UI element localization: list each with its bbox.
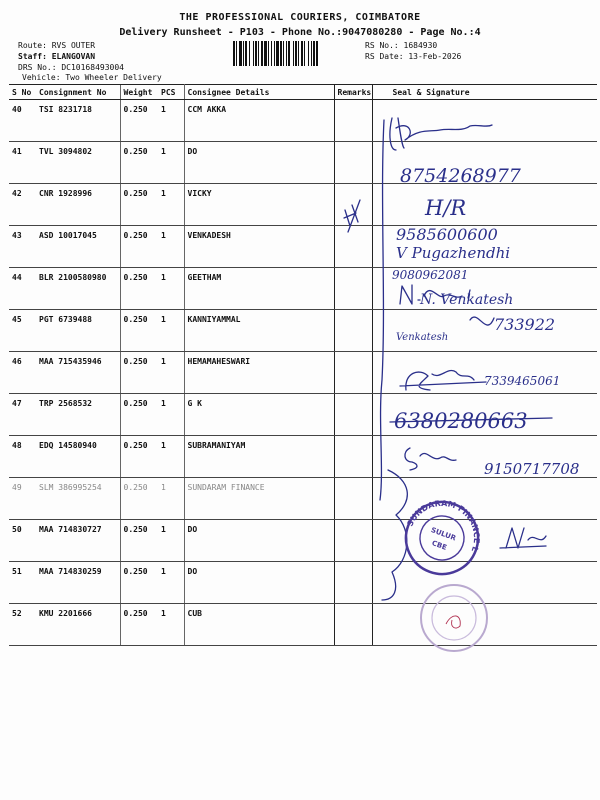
cell-consignment: ASD 10017045 <box>36 226 120 268</box>
cell-remarks <box>334 394 372 436</box>
cell-consignment: PGT 6739488 <box>36 310 120 352</box>
cell-consignee: DO <box>184 562 334 604</box>
cell-consignee: KANNIYAMMAL <box>184 310 334 352</box>
cell-remarks <box>334 100 372 142</box>
col-pcs: PCS <box>158 85 184 100</box>
table-row <box>9 562 597 604</box>
table-row <box>9 520 597 562</box>
cell-sno: 49 <box>9 478 36 520</box>
cell-weight: 0.250 <box>120 184 158 226</box>
cell-seal-signature <box>372 436 597 478</box>
cell-remarks <box>334 268 372 310</box>
cell-consignee: VENKADESH <box>184 226 334 268</box>
cell-consignee: SUBRAMANIYAM <box>184 436 334 478</box>
barcode-bar <box>245 41 247 66</box>
table-row <box>9 226 597 268</box>
barcode-bar <box>276 41 279 66</box>
cell-remarks <box>334 604 372 646</box>
cell-sno: 51 <box>9 562 36 604</box>
cell-seal-signature <box>372 394 597 436</box>
barcode-bar <box>261 41 263 66</box>
cell-pcs: 1 <box>158 520 184 562</box>
barcode-bar <box>239 41 242 66</box>
cell-sno: 52 <box>9 604 36 646</box>
barcode-bar <box>288 41 290 66</box>
cell-weight: 0.250 <box>120 394 158 436</box>
cell-weight: 0.250 <box>120 142 158 184</box>
handwritten-phone-row45: 733922 <box>494 315 556 334</box>
cell-sno: 41 <box>9 142 36 184</box>
cell-consignee: SUNDARAM FINANCE <box>184 478 334 520</box>
barcode-bar <box>311 41 312 66</box>
cell-seal-signature <box>372 562 597 604</box>
cell-seal-signature <box>372 310 597 352</box>
cell-sno: 45 <box>9 310 36 352</box>
rs-number: RS No.: 1684930 <box>365 41 438 50</box>
cell-pcs: 1 <box>158 268 184 310</box>
cell-seal-signature <box>372 184 597 226</box>
cell-weight: 0.250 <box>120 520 158 562</box>
runsheet-subtitle: Delivery Runsheet - P103 - Phone No.:9047080280 - Page No.:4 <box>119 27 481 38</box>
cell-pcs: 1 <box>158 310 184 352</box>
barcode-bar <box>280 41 282 66</box>
cell-consignee: DO <box>184 520 334 562</box>
cell-consignment: KMU 2201666 <box>36 604 120 646</box>
barcode-bar <box>258 41 259 66</box>
cell-weight: 0.250 <box>120 352 158 394</box>
cell-consignee: GEETHAM <box>184 268 334 310</box>
col-consignee: Consignee Details <box>184 85 334 100</box>
barcode-bar <box>253 41 254 66</box>
cell-weight: 0.250 <box>120 436 158 478</box>
barcode-image <box>233 41 359 66</box>
cell-pcs: 1 <box>158 184 184 226</box>
cell-sno: 40 <box>9 100 36 142</box>
barcode-bar <box>295 41 297 66</box>
col-weight: Weight <box>120 85 158 100</box>
cell-pcs: 1 <box>158 352 184 394</box>
handwritten-note-row42: H/R <box>425 196 467 220</box>
cell-consignment: TSI 8231718 <box>36 100 120 142</box>
table-row <box>9 352 597 394</box>
stamp-cbe: CBE <box>430 539 448 552</box>
cell-consignment: MAA 714830259 <box>36 562 120 604</box>
cell-pcs: 1 <box>158 142 184 184</box>
col-sno: S No <box>9 85 36 100</box>
cell-consignment: MAA 714830727 <box>36 520 120 562</box>
handwritten-phone-row43: 9585600600 <box>396 225 498 244</box>
barcode-bar <box>298 41 299 66</box>
cell-weight: 0.250 <box>120 604 158 646</box>
cell-weight: 0.250 <box>120 226 158 268</box>
cell-sno: 48 <box>9 436 36 478</box>
stamp-sulur: SULUR <box>429 526 457 543</box>
drs-label: DRS No.: DC10168493004 <box>18 63 124 72</box>
cell-pcs: 1 <box>158 478 184 520</box>
cell-seal-signature <box>372 268 597 310</box>
cell-remarks <box>334 352 372 394</box>
handwritten-name-row45: Venkatesh <box>396 332 449 343</box>
handwritten-phone-row46: 7339465061 <box>484 374 561 388</box>
cell-consignee: HEMAMAHESWARI <box>184 352 334 394</box>
staff-label: Staff: ELANGOVAN <box>18 52 96 61</box>
barcode-bar <box>268 41 269 66</box>
cell-consignee: G K <box>184 394 334 436</box>
barcode-bar <box>249 41 250 66</box>
table-row <box>9 268 597 310</box>
cell-remarks <box>334 226 372 268</box>
barcode-bar <box>255 41 257 66</box>
barcode-bar <box>304 41 305 66</box>
cell-weight: 0.250 <box>120 478 158 520</box>
cell-consignment: MAA 715435946 <box>36 352 120 394</box>
handwritten-name-row43: V Pugazhendhi <box>396 244 511 262</box>
cell-sno: 44 <box>9 268 36 310</box>
handwritten-name-row44: N. Venkatesh <box>420 292 514 308</box>
table-row <box>9 394 597 436</box>
barcode-bar <box>274 41 275 66</box>
cell-consignment: SLM 386995254 <box>36 478 120 520</box>
handwritten-phone-row44: 9080962081 <box>392 268 469 282</box>
handwritten-phone-row41: 8754268977 <box>400 165 521 187</box>
cell-seal-signature <box>372 142 597 184</box>
cell-sno: 50 <box>9 520 36 562</box>
cell-seal-signature <box>372 100 597 142</box>
cell-pcs: 1 <box>158 436 184 478</box>
cell-consignment: CNR 1928996 <box>36 184 120 226</box>
vehicle-label: Vehicle: Two Wheeler Delivery <box>22 73 162 82</box>
cell-remarks <box>334 562 372 604</box>
cell-pcs: 1 <box>158 394 184 436</box>
cell-sno: 43 <box>9 226 36 268</box>
cell-remarks <box>334 310 372 352</box>
cell-consignee: VICKY <box>184 184 334 226</box>
cell-seal-signature <box>372 604 597 646</box>
route-label: Route: RVS OUTER <box>18 41 96 50</box>
table-row <box>9 310 597 352</box>
barcode-bar <box>313 41 315 66</box>
table-header-row <box>9 85 597 100</box>
barcode-bar <box>271 41 272 66</box>
cell-pcs: 1 <box>158 562 184 604</box>
cell-pcs: 1 <box>158 226 184 268</box>
cell-consignee: DO <box>184 142 334 184</box>
cell-remarks <box>334 436 372 478</box>
cell-remarks <box>334 520 372 562</box>
barcode-bar <box>316 41 318 66</box>
cell-consignee: CUB <box>184 604 334 646</box>
runsheet-table <box>9 84 597 646</box>
barcode-bar <box>233 41 235 66</box>
handwritten-phone-row48: 9150717708 <box>484 460 580 478</box>
cell-remarks <box>334 478 372 520</box>
cell-consignment: EDQ 14580940 <box>36 436 120 478</box>
handwritten-phone-row47: 6380280663 <box>394 409 528 433</box>
col-consignment: Consignment No <box>36 85 120 100</box>
cell-consignment: BLR 2100580980 <box>36 268 120 310</box>
barcode-bar <box>264 41 267 66</box>
cell-remarks <box>334 142 372 184</box>
col-seal-signature: Seal & Signature <box>372 85 597 100</box>
cell-consignment: TVL 3094802 <box>36 142 120 184</box>
cell-weight: 0.250 <box>120 268 158 310</box>
cell-pcs: 1 <box>158 604 184 646</box>
cell-sno: 46 <box>9 352 36 394</box>
table-row <box>9 604 597 646</box>
barcode-bar <box>283 41 284 66</box>
table-row <box>9 142 597 184</box>
col-remarks: Remarks <box>334 85 372 100</box>
barcode-bar <box>236 41 237 66</box>
barcode-bar <box>293 41 294 66</box>
rs-date: RS Date: 13-Feb-2026 <box>365 52 462 61</box>
cell-remarks <box>334 184 372 226</box>
stamp-sundaram-ring: SUNDARAM FINANCE LTD. <box>405 498 482 552</box>
barcode-bar <box>301 41 303 66</box>
cell-sno: 47 <box>9 394 36 436</box>
barcode-bar <box>243 41 244 66</box>
cell-weight: 0.250 <box>120 100 158 142</box>
cell-consignment: TRP 2568532 <box>36 394 120 436</box>
cell-seal-signature <box>372 520 597 562</box>
cell-seal-signature <box>372 478 597 520</box>
table-row <box>9 478 597 520</box>
table-row <box>9 184 597 226</box>
barcode-bar <box>308 41 309 66</box>
cell-seal-signature <box>372 226 597 268</box>
cell-sno: 42 <box>9 184 36 226</box>
cell-pcs: 1 <box>158 100 184 142</box>
table-row <box>9 436 597 478</box>
cell-weight: 0.250 <box>120 562 158 604</box>
table-row <box>9 100 597 142</box>
cell-seal-signature <box>372 352 597 394</box>
barcode-bar <box>286 41 287 66</box>
company-title: THE PROFESSIONAL COURIERS, COIMBATORE <box>179 12 421 23</box>
cell-weight: 0.250 <box>120 310 158 352</box>
cell-consignee: CCM AKKA <box>184 100 334 142</box>
